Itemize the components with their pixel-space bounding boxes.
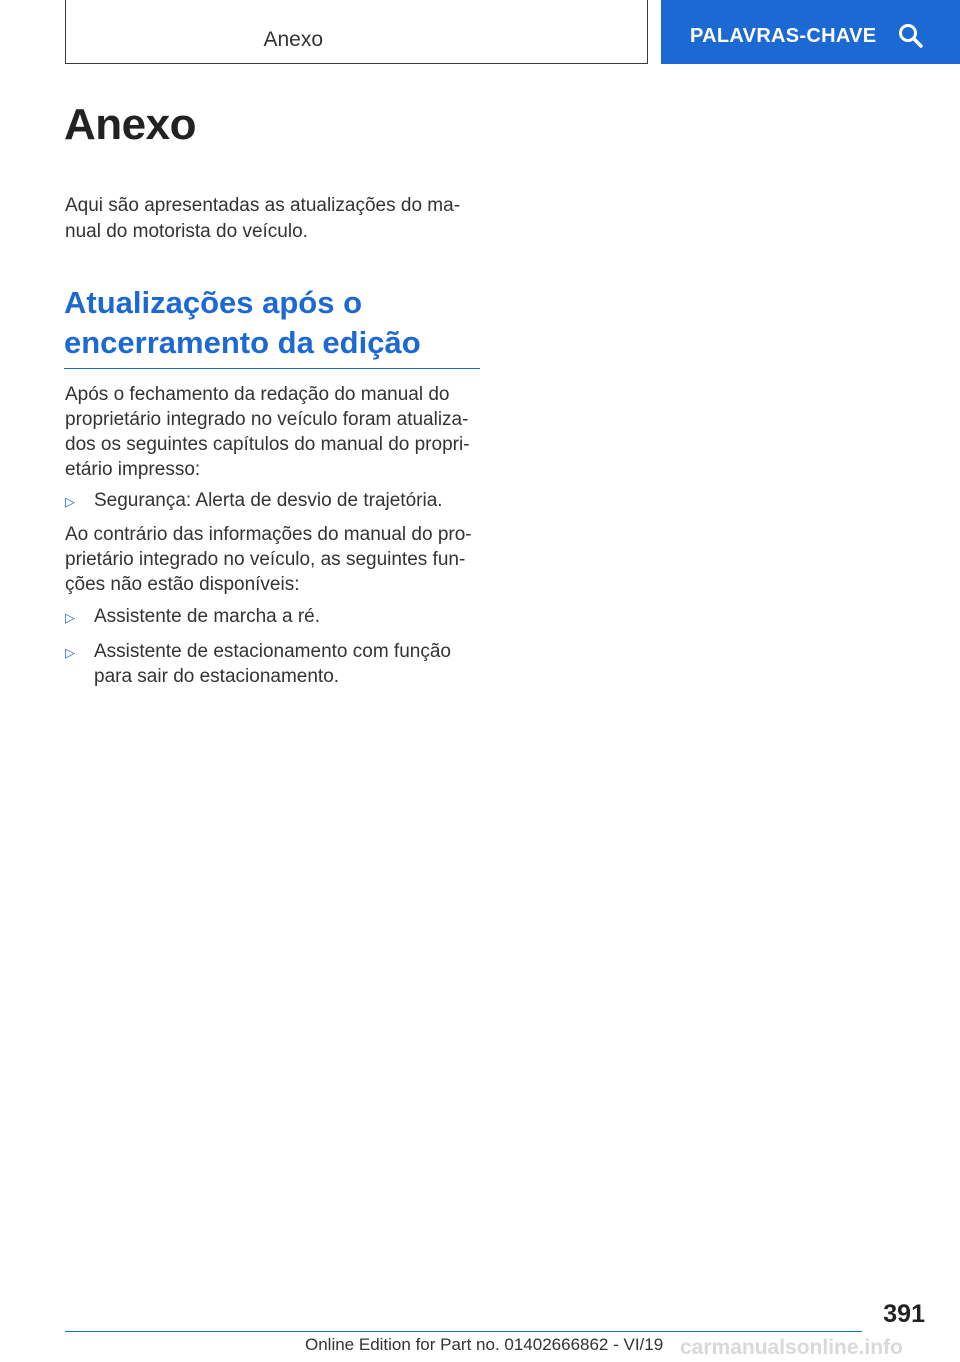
edition-info: Online Edition for Part no. 01402666862 - VI/19	[305, 1335, 664, 1354]
section-body-1	[65, 382, 480, 482]
unavailable-functions-list	[65, 604, 480, 689]
keywords-button[interactable]	[661, 0, 960, 64]
list-item	[65, 639, 465, 689]
search-icon	[898, 23, 924, 49]
updated-chapters-list	[65, 488, 480, 514]
paragraph-unavailable-functions: Ao contrário das informações do manual do pro-prietário integrado no veículo, as seguintes fun-ções não estão disponíveis:	[65, 524, 472, 595]
page-number: 391	[883, 1300, 925, 1328]
list-item-text: Assistente de marcha a ré.	[94, 606, 320, 627]
header-frame	[65, 0, 648, 64]
page-title: Anexo	[64, 100, 196, 149]
watermark: carmanualsonline.info	[680, 1336, 903, 1359]
list-item	[65, 604, 480, 630]
section-heading: Atualizações após o encerramento da edição	[64, 283, 480, 369]
intro-paragraph: Aqui são apresentadas as atualizações do ma-nual do motorista do veículo.	[65, 195, 461, 242]
keywords-label: PALAVRAS-CHAVE	[690, 24, 877, 47]
list-item	[65, 488, 480, 514]
triangle-bullet-icon: ▷	[65, 610, 75, 625]
triangle-bullet-icon: ▷	[65, 645, 75, 660]
header-section-title: Anexo	[263, 28, 323, 51]
paragraph-updated-chapters: Após o fechamento da redação do manual do proprietário integrado no veículo foram atualiza-dos os seguintes capítulos do manual do propri-etário impresso:	[65, 384, 470, 480]
list-item-text: Assistente de estacionamento com função para sair do estacionamento.	[94, 641, 451, 687]
triangle-bullet-icon: ▷	[65, 494, 75, 509]
section-body-2	[65, 522, 480, 597]
list-item-text: Segurança: Alerta de desvio de trajetória.	[94, 490, 443, 511]
footer-divider	[65, 1331, 862, 1332]
